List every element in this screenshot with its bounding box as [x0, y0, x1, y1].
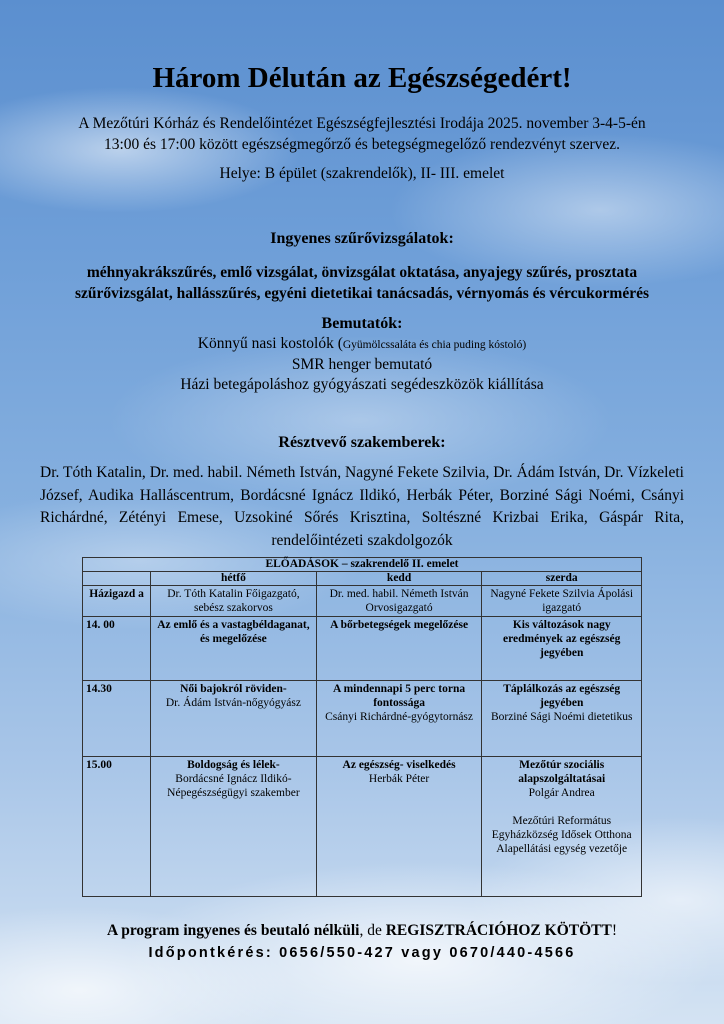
demo-item-tasting	[0, 334, 724, 355]
intro-line-1: A Mezőtúri Kórház és Rendelőintézet Egészségfejlesztési Irodája 2025. november 3-4-5-én	[78, 115, 646, 132]
footer-registration-required: REGISZTRÁCIÓHOZ KÖTÖTT	[385, 922, 612, 939]
demo-item-smr: SMR henger bemutató	[291, 356, 433, 373]
day-header-monday: hétfő	[151, 572, 317, 586]
lecture-title: A mindennapi 5 perc torna fontossága	[333, 683, 466, 709]
lecture-speaker: Dr. Ádám István-nőgyógyász	[165, 697, 301, 709]
screenings-list	[30, 262, 694, 304]
lecture-cell	[151, 757, 317, 897]
table-row	[83, 757, 642, 897]
days-corner-cell	[83, 572, 151, 586]
lecture-title: Női bajokról röviden-	[180, 683, 287, 695]
lectures-table	[82, 557, 642, 897]
host-tuesday: Dr. med. habil. Németh István Orvosigazgató	[316, 586, 482, 617]
lecture-speaker: Borziné Sági Noémi dietetikus	[490, 711, 633, 723]
lecture-cell	[316, 681, 482, 757]
hosts-row	[83, 586, 642, 617]
intro-line-2: 13:00 és 17:00 között egészségmegőrző és betegségmegelőző rendezvényt szervez.	[103, 136, 621, 153]
event-location: Helye: B épület (szakrendelők), II- III. emelet	[219, 165, 505, 182]
screenings-heading: Ingyenes szűrővizsgálatok:	[270, 230, 454, 247]
lectures-caption: ELŐADÁSOK – szakrendelő II. emelet	[83, 558, 642, 572]
day-header-wednesday: szerda	[482, 572, 642, 586]
lectures-days-row	[83, 572, 642, 586]
lectures-caption-row	[83, 558, 642, 572]
demos-section	[0, 314, 724, 395]
intro-text	[40, 113, 684, 155]
footer-connector: , de	[359, 922, 386, 939]
lecture-speaker: Csányi Richárdné-gyógytornász	[325, 711, 474, 723]
table-row	[83, 617, 642, 681]
table-row	[83, 681, 642, 757]
time-cell: 15.00	[83, 757, 151, 897]
demos-heading: Bemutatók:	[321, 315, 403, 332]
lecture-title: Boldogság és lélek-	[187, 759, 280, 771]
lecture-speaker-extra: Mezőtúri Református Egyházközség Idősek Otthona Alapellátási egység vezetője	[491, 815, 632, 855]
time-cell: 14. 00	[83, 617, 151, 681]
lecture-cell	[482, 757, 642, 897]
lecture-title: Az emlő és a vastagbéldaganat, és megelőzése	[157, 619, 310, 645]
lecture-cell	[151, 617, 317, 681]
time-cell: 14.30	[83, 681, 151, 757]
screenings-line-1: méhnyakrákszűrés, emlő vizsgálat, önvizsgálat oktatása, anyajegy szűrés, prosztata	[86, 264, 638, 281]
lecture-cell	[316, 757, 482, 897]
lecture-title: Táplálkozás az egészség jegyében	[503, 683, 621, 709]
lecture-title: Kis változások nagy eredmények az egészség jegyében	[503, 619, 621, 659]
experts-heading: Résztvevő szakemberek:	[278, 434, 446, 451]
demo-item-tasting-detail: Gyümölcssaláta és chia puding kóstoló)	[342, 339, 527, 351]
lecture-speaker: Bordácsné Ignácz Ildikó-Népegészségügyi szakember	[167, 773, 300, 799]
footer-exclamation: !	[611, 922, 618, 939]
host-monday: Dr. Tóth Katalin Főigazgató, sebész szakorvos	[151, 586, 317, 617]
lecture-cell	[482, 681, 642, 757]
footer-free-note: A program ingyenes és beutaló nélküli	[106, 922, 360, 939]
lecture-title: Mezőtúr szociális alapszolgáltatásai	[518, 759, 606, 785]
lecture-cell	[482, 617, 642, 681]
host-label: Házigazd a	[83, 586, 151, 617]
page-title: Három Délután az Egészségedért!	[152, 62, 572, 94]
demo-item-exhibition: Házi betegápoláshoz gyógyászati segédeszközök kiállítása	[180, 376, 544, 393]
lecture-speaker: Polgár Andrea	[528, 787, 595, 799]
lecture-title: A bőrbetegségek megelőzése	[330, 619, 469, 631]
lecture-cell	[316, 617, 482, 681]
demo-item-tasting-main: Könnyű nasi kostolók (	[197, 335, 343, 352]
host-wednesday: Nagyné Fekete Szilvia Ápolási igazgató	[482, 586, 642, 617]
lecture-speaker: Herbák Péter	[368, 773, 430, 785]
footer-registration-note	[0, 922, 724, 940]
screenings-line-2: szűrővizsgálat, hallásszűrés, egyéni dietetikai tanácsadás, vérnyomás és vércukormérés	[74, 285, 649, 302]
day-header-tuesday: kedd	[316, 572, 482, 586]
footer-phone-line: Időpontkérés: 0656/550-427 vagy 0670/440-4566	[148, 945, 576, 961]
lecture-cell	[151, 681, 317, 757]
experts-list: Dr. Tóth Katalin, Dr. med. habil. Németh István, Nagyné Fekete Szilvia, Dr. Ádám István, Dr. Vízkeleti József, Audika Halláscentrum, Bordácsné Ignácz Ildikó, Herbák Péter, Borziné Sági Noémi, Csányi Richárdné, Zétényi Emese, Uzsokiné Sőrés Krisztina, Soltészné Krizbai Erika, Gáspár Rita, rendelőintézeti szakdolgozók	[40, 464, 684, 549]
lecture-title: Az egészség- viselkedés	[342, 759, 456, 771]
